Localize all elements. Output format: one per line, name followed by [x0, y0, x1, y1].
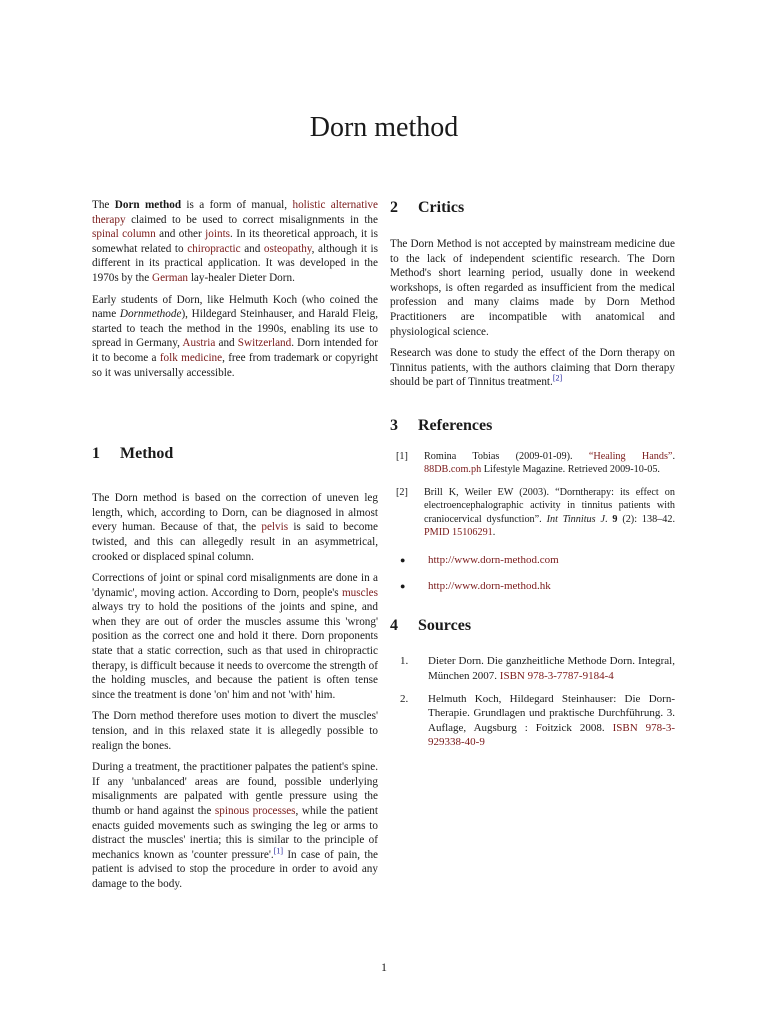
section-number: 3: [390, 416, 398, 434]
citation-link-1[interactable]: [1]: [273, 846, 284, 856]
term-italic: Dornmethode: [119, 308, 182, 321]
link-dorn-method-hk[interactable]: http://www.dorn-method.hk: [428, 580, 551, 593]
external-links-list: [390, 553, 675, 594]
method-paragraph-4: [92, 760, 378, 891]
section-title: Critics: [418, 199, 465, 216]
section-number: 2: [390, 199, 398, 216]
external-link-item: [390, 553, 675, 568]
text: , free from trademark or copyright so it was universally accessible.: [92, 351, 379, 379]
text: .: [672, 450, 675, 462]
link-healing-hands[interactable]: “Healing Hands”: [588, 450, 673, 462]
term-bold: Dorn method: [114, 199, 182, 211]
link-osteopathy[interactable]: osteopathy: [263, 242, 312, 255]
link-austria[interactable]: Austria: [182, 337, 216, 350]
critics-paragraph-1: The Dorn Method is not accepted by mainstream medicine due to the lack of independent scientific research. The Dorn Method's short learning period, usually done in weekend workshops, is often regarded as insufficient from the medical profession and many claims made by Dorn Method Practitioners are incompatible with anatomical and physiological science.: [390, 238, 675, 338]
source-text: [428, 654, 675, 683]
section-number: 4: [390, 617, 398, 635]
link-88db[interactable]: 88DB.com.ph: [424, 464, 482, 476]
external-link-item: [390, 579, 675, 594]
text: , although it is different in its practical application. It was developed in the 1970s by the: [92, 242, 378, 284]
text: and: [215, 337, 238, 350]
reference-list: [390, 450, 675, 539]
link-spinous-processes[interactable]: spinous processes: [214, 805, 296, 817]
section-title: References: [418, 416, 493, 434]
section-heading-references: [390, 416, 675, 436]
link-chiropractic[interactable]: chiropractic: [187, 242, 241, 255]
text: The Dorn method is based on the correction of uneven leg length, which, according to Dorn, can be diagnosed in almost every human. Because of that, the: [92, 492, 378, 534]
section-heading-method: [92, 444, 378, 464]
sources-list: [390, 654, 675, 750]
section-heading-sources: [390, 616, 675, 636]
reference-number: [2]: [396, 486, 408, 498]
journal-name: Int Tinnitus J: [546, 513, 605, 525]
text: Brill K, Weiler EW (2003). “Dorntherapy: its effect on electroencephalographic activity in tinnitus patients with craniocervical dysfunction”.: [424, 486, 675, 525]
text: is said to become twisted, and this can allegedly result in an asymmetrical, crooked or displaced spinal column.: [92, 521, 378, 563]
page-number: 1: [381, 960, 387, 974]
source-number: 1.: [400, 655, 409, 668]
intro-paragraph-2: [92, 293, 378, 381]
link-pmid[interactable]: PMID 15106291: [424, 526, 493, 538]
section-title: Method: [120, 445, 174, 463]
text: lay-healer Dieter Dorn.: [188, 271, 295, 284]
intro-paragraph-1: [92, 198, 378, 286]
text: .: [492, 526, 496, 538]
page-title: Dorn method: [309, 112, 459, 143]
bullet-icon: ●: [400, 581, 406, 592]
link-spinal-column[interactable]: spinal column: [92, 228, 156, 241]
citation-link-2[interactable]: [2]: [552, 373, 563, 383]
left-column: [92, 198, 378, 899]
text: Helmuth Koch, Hildegard Steinhauser: Die Dorn-Therapie. Grundlagen und praktische Durchführung. 3. Auflage, Augsburg : Foitzick 2008.: [428, 692, 675, 734]
source-text: [428, 692, 675, 750]
text: , while the patient enacts guided movements such as swinging the leg or arms to distract the muscles' inertia; this is similar to the principle of mechanics known as 'counter pressure'.: [92, 805, 379, 861]
reference-item: [390, 486, 675, 540]
link-german[interactable]: German: [151, 271, 189, 284]
right-column: [390, 198, 675, 758]
text: claimed to be used to correct misalignments in the: [125, 213, 378, 226]
text: Dieter Dorn. Die ganzheitliche Methode Dorn. Integral, München 2007.: [428, 655, 675, 682]
reference-number: [1]: [396, 450, 408, 462]
text: Early students of Dorn, like Helmuth Koch (who coined the name: [92, 293, 378, 321]
method-paragraph-2: [92, 571, 378, 702]
text: and: [240, 242, 264, 255]
link-joints[interactable]: joints: [205, 228, 231, 241]
link-muscles[interactable]: muscles: [341, 586, 378, 599]
link-isbn-2[interactable]: ISBN 978-3-929338-40-9: [428, 721, 675, 749]
method-paragraph-1: [92, 491, 378, 564]
volume: 9: [612, 513, 618, 525]
source-number: 2.: [400, 692, 409, 705]
reference-item: [390, 450, 675, 477]
text: Romina Tobias (2009-01-09).: [424, 450, 589, 462]
text: Corrections of joint or spinal cord misalignments are done in a 'dynamic', moving action. According to Dorn, people's: [92, 572, 378, 599]
section-heading-critics: [390, 198, 675, 218]
text: The: [92, 199, 115, 211]
link-holistic-alternative-therapy[interactable]: holistic alternative therapy: [92, 199, 378, 226]
critics-paragraph-2: [390, 346, 675, 390]
source-item: [390, 692, 675, 750]
text: . In its theoretical approach, it is somewhat related to: [92, 228, 379, 255]
text: Research was done to study the effect of the Dorn therapy on Tinnitus patients, with the authors claiming that Dorn therapy should be part of Tinnitus treatment.: [390, 347, 675, 389]
bullet-icon: ●: [400, 555, 406, 566]
text: Lifestyle Magazine. Retrieved 2009-10-05.: [481, 464, 660, 476]
text: In case of pain, the patient is advised to stop the procedure in order to avoid any damage to the body.: [92, 848, 378, 890]
text: . Dorn intended for it to become a: [92, 337, 378, 364]
link-folk-medicine[interactable]: folk medicine: [159, 351, 223, 364]
reference-text: [424, 486, 675, 540]
section-title: Sources: [418, 617, 472, 635]
section-number: 1: [92, 445, 100, 463]
text: During a treatment, the practitioner palpates the patient's spine. If any 'unbalanced' areas are found, possible underlying misalignments are palpated with gentle pressure using the thumb or hand against the: [92, 761, 378, 817]
text: always try to hold the positions of the joints and spine, and when they are out of order the muscles assume this 'wrong' position as the correct one and hold it there. Dorn proponents state that a static correction, such as that used in chiropractic therapy, is difficult because it needs to overcome the strength of the holding muscles, and because the patient is often tense since the treatment is done 'on' him and not 'with' him.: [92, 601, 378, 701]
link-pelvis[interactable]: pelvis: [261, 521, 289, 534]
reference-text: [424, 450, 675, 477]
source-item: [390, 654, 675, 683]
text: and other: [155, 228, 206, 241]
text: (2): 138–42.: [617, 513, 675, 525]
link-switzerland[interactable]: Switzerland: [237, 337, 292, 350]
link-isbn-1[interactable]: ISBN 978-3-7787-9184-4: [499, 669, 614, 682]
text: .: [604, 513, 613, 525]
link-dorn-method-com[interactable]: http://www.dorn-method.com: [428, 554, 559, 567]
text: ), Hildegard Steinhauser, and Harald Fleig, started to teach the method in the 1990s, enabling its use to spread in Germany,: [92, 308, 378, 350]
method-paragraph-3: The Dorn method therefore uses motion to divert the muscles' tension, and in this relaxed state it is allegedly possible to realign the bones.: [92, 710, 378, 752]
text: is a form of manual,: [181, 199, 293, 211]
